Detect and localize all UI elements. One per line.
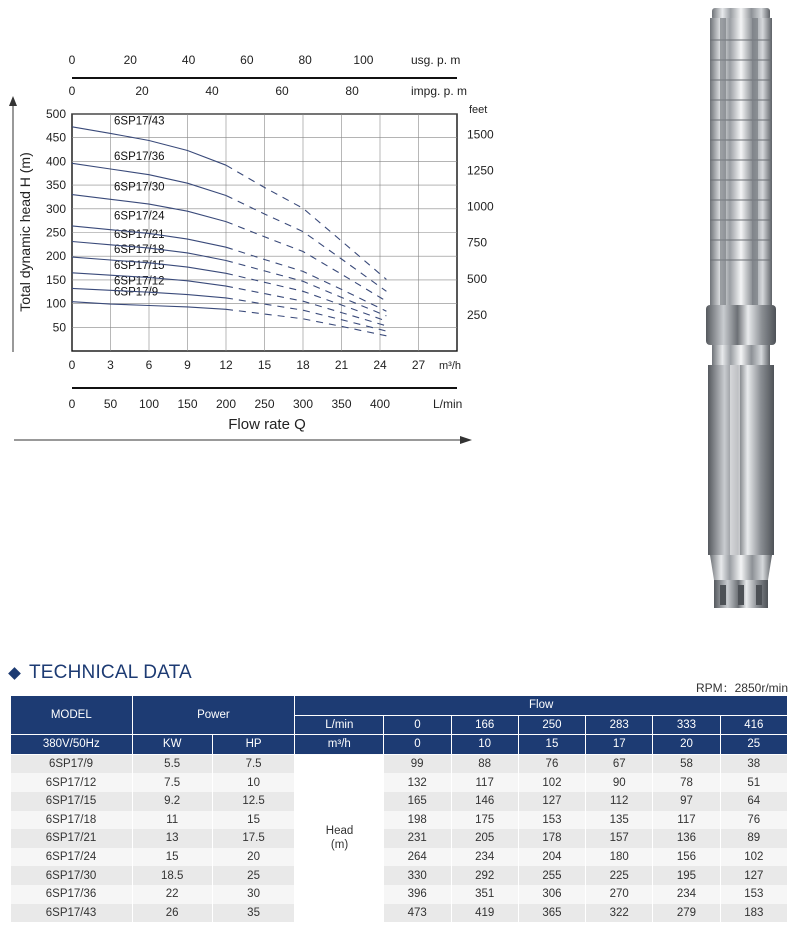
table-row [11, 848, 788, 867]
x-unit-label: m³/h [439, 360, 461, 372]
head-value-cell: 67 [586, 754, 653, 773]
y-tick-label: 400 [45, 154, 66, 169]
series-label: 6SP17/18 [114, 244, 165, 257]
head-value-cell: 132 [384, 773, 451, 792]
model-cell: 6SP17/30 [11, 866, 133, 885]
feet-tick-label: 1500 [467, 127, 494, 142]
y-tick-label: 350 [45, 178, 66, 193]
technical-data-table [10, 695, 788, 922]
hp-header: HP [212, 735, 294, 755]
head-value-cell: 234 [653, 885, 720, 904]
head-value-cell: 76 [518, 754, 585, 773]
series-label: 6SP17/30 [114, 181, 165, 194]
impg-tick-label: 20 [135, 84, 149, 98]
series-curve-dashed-6SP17/36 [226, 196, 386, 292]
head-value-cell: 204 [518, 848, 585, 867]
table-row [11, 885, 788, 904]
diamond-icon [8, 667, 21, 680]
kw-cell: 9.2 [132, 792, 212, 811]
head-value-cell: 279 [653, 904, 720, 923]
x-tick-label: 12 [219, 358, 233, 372]
head-value-cell: 38 [720, 754, 787, 773]
lmin-value: 166 [451, 715, 518, 735]
head-value-cell: 157 [586, 829, 653, 848]
lmin-value: 333 [653, 715, 720, 735]
impg-tick-label: 80 [345, 84, 359, 98]
hp-cell: 20 [212, 848, 294, 867]
series-label: 6SP17/21 [114, 229, 165, 242]
head-value-cell: 88 [451, 754, 518, 773]
head-value-cell: 112 [586, 792, 653, 811]
head-value-cell: 136 [653, 829, 720, 848]
usg-tick-label: 0 [68, 53, 76, 67]
hp-cell: 25 [212, 866, 294, 885]
head-value-cell: 264 [384, 848, 451, 867]
impg-tick-label: 60 [275, 84, 289, 98]
table-row [11, 792, 788, 811]
usg-axis-label: usg. p. m [411, 53, 461, 67]
usg-tick-label: 40 [181, 53, 196, 67]
kw-cell: 11 [132, 811, 212, 830]
head-value-cell: 102 [518, 773, 585, 792]
lmin-tick-label: 350 [331, 397, 352, 411]
head-label-cell [295, 754, 384, 922]
head-value-cell: 396 [384, 885, 451, 904]
table-row [11, 773, 788, 792]
usg-tick-label: 20 [123, 53, 137, 67]
x-tick-label: 24 [373, 358, 387, 372]
head-value-cell: 99 [384, 754, 451, 773]
head-value-cell: 225 [586, 866, 653, 885]
series-curve-dashed-6SP17/21 [226, 261, 386, 316]
head-value-cell: 89 [720, 829, 787, 848]
head-value-cell: 146 [451, 792, 518, 811]
x-tick-label: 18 [296, 358, 310, 372]
table-row [11, 904, 788, 923]
y-tick-label: 300 [45, 201, 66, 216]
series-label: 6SP17/9 [114, 286, 159, 299]
x-tick-label: 3 [107, 358, 114, 372]
model-cell: 6SP17/36 [11, 885, 133, 904]
series-curve-dashed-6SP17/12 [226, 298, 386, 331]
lmin-tick-label: 0 [68, 397, 76, 411]
lmin-value: 0 [384, 715, 451, 735]
head-value-cell: 51 [720, 773, 787, 792]
m3h-value: 17 [586, 735, 653, 755]
feet-tick-label: 1250 [467, 163, 494, 178]
series-label: 6SP17/12 [114, 275, 165, 288]
kw-cell: 26 [132, 904, 212, 923]
head-value-cell: 156 [653, 848, 720, 867]
lmin-value: 416 [720, 715, 787, 735]
head-value-cell: 102 [720, 848, 787, 867]
kw-cell: 5.5 [132, 754, 212, 773]
lmin-tick-label: 150 [177, 397, 198, 411]
table-row [11, 866, 788, 885]
impg-axis-label: impg. p. m [411, 84, 468, 98]
m3h-value: 20 [653, 735, 720, 755]
table-row [11, 811, 788, 830]
head-label: Head [325, 825, 354, 838]
head-value-cell: 322 [586, 904, 653, 923]
series-curve-dashed-6SP17/9 [226, 309, 386, 336]
head-value-cell: 117 [653, 811, 720, 830]
rpm-label: RPM：2850r/min [695, 681, 788, 695]
head-value-cell: 135 [586, 811, 653, 830]
power-header: Power [132, 696, 295, 735]
hp-cell: 17.5 [212, 829, 294, 848]
lmin-tick-label: 100 [138, 397, 160, 411]
y-tick-label: 100 [45, 296, 66, 311]
head-value-cell: 153 [720, 885, 787, 904]
x-tick-label: 0 [68, 358, 76, 372]
feet-tick-label: 250 [467, 307, 488, 322]
head-value-cell: 127 [720, 866, 787, 885]
series-label: 6SP17/24 [114, 210, 165, 223]
lmin-tick-label: 300 [292, 397, 314, 411]
x-tick-label: 21 [334, 358, 349, 372]
head-value-cell: 234 [451, 848, 518, 867]
lmin-tick-label: 400 [369, 397, 391, 411]
m3h-value: 15 [518, 735, 585, 755]
head-value-cell: 270 [586, 885, 653, 904]
m3h-label: m³/h [295, 735, 384, 755]
model-cell: 6SP17/43 [11, 904, 133, 923]
lmin-value: 283 [586, 715, 653, 735]
head-value-cell: 127 [518, 792, 585, 811]
model-cell: 6SP17/9 [11, 754, 133, 773]
head-value-cell: 117 [451, 773, 518, 792]
usg-tick-label: 60 [240, 53, 254, 67]
model-cell: 6SP17/18 [11, 811, 133, 830]
feet-tick-label: 1000 [467, 199, 494, 214]
head-value-cell: 78 [653, 773, 720, 792]
head-unit: (m) [330, 839, 349, 852]
head-value-cell: 419 [451, 904, 518, 923]
head-value-cell: 178 [518, 829, 585, 848]
model-cell: 6SP17/12 [11, 773, 133, 792]
kw-cell: 15 [132, 848, 212, 867]
pump-image [690, 0, 790, 620]
hp-cell: 15 [212, 811, 294, 830]
model-cell: 6SP17/24 [11, 848, 133, 867]
y-tick-label: 150 [45, 272, 66, 287]
head-value-cell: 165 [384, 792, 451, 811]
impg-tick-label: 40 [205, 84, 219, 98]
technical-data-title [10, 662, 192, 684]
m3h-value: 25 [720, 735, 787, 755]
model-header: MODEL [11, 696, 133, 735]
series-label: 6SP17/43 [114, 115, 165, 128]
feet-tick-label: 750 [467, 235, 488, 250]
head-value-cell: 183 [720, 904, 787, 923]
y-tick-label: 250 [45, 225, 66, 240]
m3h-value: 0 [384, 735, 451, 755]
kw-cell: 13 [132, 829, 212, 848]
voltage-header: 380V/50Hz [11, 735, 133, 755]
head-value-cell: 231 [384, 829, 451, 848]
lmin-label: L/min [295, 715, 384, 735]
usg-tick-label: 80 [298, 53, 312, 67]
y-tick-label: 500 [45, 107, 66, 121]
series-curve-dashed-6SP17/18 [226, 273, 386, 321]
head-value-cell: 330 [384, 866, 451, 885]
feet-tick-label: 500 [467, 271, 488, 286]
model-cell: 6SP17/15 [11, 792, 133, 811]
head-value-cell: 76 [720, 811, 787, 830]
x-tick-label: 15 [257, 358, 272, 372]
head-value-cell: 255 [518, 866, 585, 885]
head-value-cell: 195 [653, 866, 720, 885]
series-curve-dashed-6SP17/43 [226, 165, 386, 279]
lmin-value: 250 [518, 715, 585, 735]
performance-chart [0, 0, 494, 450]
x-tick-label: 6 [145, 358, 153, 372]
model-cell: 6SP17/21 [11, 829, 133, 848]
head-value-cell: 58 [653, 754, 720, 773]
kw-header: KW [132, 735, 212, 755]
head-value-cell: 180 [586, 848, 653, 867]
lmin-axis-label: L/min [433, 397, 463, 411]
head-value-cell: 90 [586, 773, 653, 792]
hp-cell: 7.5 [212, 754, 294, 773]
feet-axis-label: feet [469, 104, 488, 116]
table-row [11, 754, 788, 773]
head-value-cell: 351 [451, 885, 518, 904]
head-value-cell: 64 [720, 792, 787, 811]
head-value-cell: 97 [653, 792, 720, 811]
y-axis-title: Total dynamic head H (m) [17, 152, 33, 312]
hp-cell: 12.5 [212, 792, 294, 811]
head-value-cell: 365 [518, 904, 585, 923]
series-label: 6SP17/36 [114, 150, 165, 163]
flow-header: Flow [295, 696, 788, 716]
y-tick-label: 50 [52, 320, 66, 335]
kw-cell: 22 [132, 885, 212, 904]
head-value-cell: 306 [518, 885, 585, 904]
y-tick-label: 200 [45, 249, 66, 264]
arrow-right-icon [460, 436, 472, 444]
series-label: 6SP17/15 [114, 259, 165, 272]
lmin-tick-label: 50 [103, 397, 118, 411]
kw-cell: 18.5 [132, 866, 212, 885]
hp-cell: 10 [212, 773, 294, 792]
lmin-tick-label: 200 [215, 397, 237, 411]
head-value-cell: 175 [451, 811, 518, 830]
head-value-cell: 198 [384, 811, 451, 830]
x-axis-title: Flow rate Q [228, 416, 306, 433]
x-tick-label: 9 [184, 358, 191, 372]
impg-tick-label: 0 [68, 84, 76, 98]
head-value-cell: 292 [451, 866, 518, 885]
series-curve-dashed-6SP17/30 [226, 222, 386, 302]
lmin-tick-label: 250 [254, 397, 275, 411]
m3h-value: 10 [451, 735, 518, 755]
usg-tick-label: 100 [353, 53, 374, 67]
head-value-cell: 473 [384, 904, 451, 923]
kw-cell: 7.5 [132, 773, 212, 792]
section-title: TECHNICAL DATA [29, 662, 192, 683]
table-row [11, 829, 788, 848]
hp-cell: 35 [212, 904, 294, 923]
hp-cell: 30 [212, 885, 294, 904]
x-tick-label: 27 [411, 358, 426, 372]
y-tick-label: 450 [45, 130, 66, 145]
arrow-up-icon [9, 96, 17, 106]
head-value-cell: 153 [518, 811, 585, 830]
head-value-cell: 205 [451, 829, 518, 848]
